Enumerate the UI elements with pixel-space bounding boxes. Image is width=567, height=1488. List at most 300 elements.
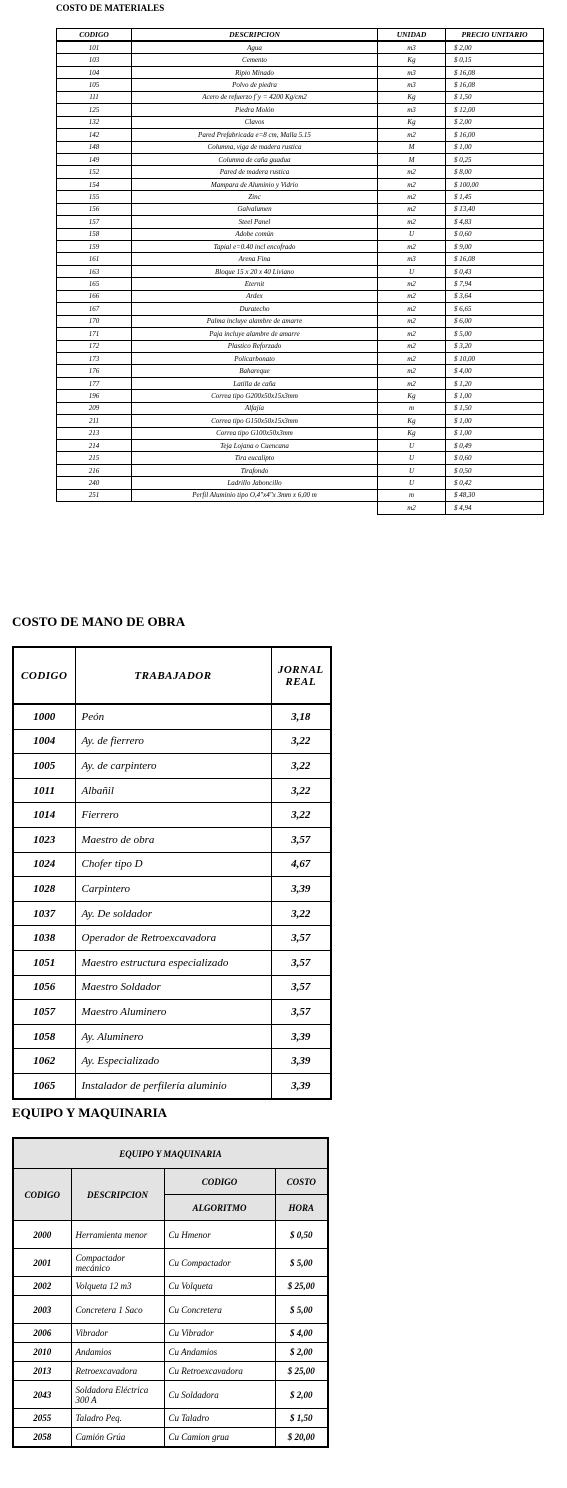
cell-costo-hora: $ 0,50 xyxy=(275,1221,328,1249)
cell-descripcion: Cemento xyxy=(132,54,378,66)
cell-codigo: 157 xyxy=(57,216,132,228)
cell-descripcion: Zinc xyxy=(132,191,378,203)
cell-codigo: 1051 xyxy=(13,950,75,975)
cell-codigo: 149 xyxy=(57,153,132,165)
cell-codigo-algoritmo: Cu Retroexcavadora xyxy=(164,1362,275,1381)
cell-descripcion: Columna de caña guadua xyxy=(132,153,378,165)
table-row xyxy=(13,1024,331,1049)
cell-codigo: 2000 xyxy=(13,1221,71,1249)
cell-unidad: m2 xyxy=(378,241,446,253)
cell-codigo: 2006 xyxy=(13,1324,71,1343)
cell-trabajador: Carpintero xyxy=(75,877,271,902)
cell-trabajador: Fierrero xyxy=(75,803,271,828)
cell-codigo-algoritmo: Cu Vibrador xyxy=(164,1324,275,1343)
cell-precio: $ 2,00 xyxy=(446,41,544,54)
cell-precio: $ 1,20 xyxy=(446,377,544,389)
header-costo: COSTO xyxy=(275,1169,328,1195)
mano-obra-title: COSTO DE MANO DE OBRA xyxy=(12,614,186,629)
table-row xyxy=(57,66,544,78)
table-row xyxy=(57,377,544,389)
cell-descripcion: Columna, viga de madera rustica xyxy=(132,141,378,153)
cell-trabajador: Ay. Aluminero xyxy=(75,1024,271,1049)
table-row xyxy=(57,91,544,103)
cell-descripcion: Pared Prefabricada e=8 cm, Malla 5.15 xyxy=(132,129,378,141)
cell-precio: $ 0,43 xyxy=(446,265,544,277)
cell-codigo: 177 xyxy=(57,377,132,389)
cell-precio: $ 0,60 xyxy=(446,228,544,240)
cell-trabajador: Ay. De soldador xyxy=(75,901,271,926)
cell-codigo: 156 xyxy=(57,203,132,215)
table-row xyxy=(57,203,544,215)
cell-descripcion: Correa tipo G100x50x3mm xyxy=(132,427,378,439)
cell-descripcion: Correa tipo G150x50x15x3mm xyxy=(132,415,378,427)
cell-precio: $ 0,50 xyxy=(446,464,544,476)
table-row xyxy=(57,303,544,315)
cell-unidad: Kg xyxy=(378,91,446,103)
header-descripcion: DESCRIPCION xyxy=(132,29,378,42)
table-row xyxy=(13,729,331,754)
cell-codigo: 2013 xyxy=(13,1362,71,1381)
cell-codigo: 1057 xyxy=(13,1000,75,1025)
header-codigo-algoritmo-2: ALGORITMO xyxy=(164,1195,275,1221)
header-jornal-real xyxy=(271,647,331,704)
table-row xyxy=(57,315,544,327)
cell-unidad: m3 xyxy=(378,104,446,116)
materiales-header-row xyxy=(57,29,544,42)
cell-descripcion: Perfil Aluminio tipo O,4"x4"x 3mm x 6,00 m xyxy=(132,489,378,501)
cell-precio: $ 1,50 xyxy=(446,91,544,103)
table-row xyxy=(57,402,544,414)
table-row xyxy=(13,1428,328,1448)
cell-costo-hora: $ 5,00 xyxy=(275,1249,328,1277)
cell-precio: $ 1,00 xyxy=(446,415,544,427)
table-row xyxy=(57,278,544,290)
table-row xyxy=(57,477,544,489)
table-row xyxy=(57,79,544,91)
cell-descripcion: Tapial e=0.40 incl encofrado xyxy=(132,241,378,253)
cell-codigo-algoritmo: Cu Taladro xyxy=(164,1409,275,1428)
cell-precio: $ 0,25 xyxy=(446,153,544,165)
cell-descripcion: Acero de refuerzo f´y = 4200 Kg/cm2 xyxy=(132,91,378,103)
header-real: REAL xyxy=(285,675,317,688)
cell-precio: $ 16,00 xyxy=(446,129,544,141)
cell-unidad: m2 xyxy=(378,178,446,190)
cell-precio: $ 7,94 xyxy=(446,278,544,290)
cell-descripcion: Galvalumen xyxy=(132,203,378,215)
table-row xyxy=(57,166,544,178)
cell-codigo-algoritmo: Cu Andamios xyxy=(164,1343,275,1362)
cell-unidad: m2 xyxy=(378,129,446,141)
cell-descripcion: Bahareque xyxy=(132,365,378,377)
table-row xyxy=(13,877,331,902)
cell-codigo: 216 xyxy=(57,464,132,476)
cell-jornal: 3,57 xyxy=(271,1000,331,1025)
table-row xyxy=(13,704,331,729)
table-row xyxy=(13,778,331,803)
cell-costo-hora: $ 2,00 xyxy=(275,1343,328,1362)
cell-descripcion: Eternit xyxy=(132,278,378,290)
cell-codigo-algoritmo: Cu Hmenor xyxy=(164,1221,275,1249)
table-row xyxy=(13,1221,328,1249)
cell-codigo: 214 xyxy=(57,440,132,452)
cell-codigo-algoritmo: Cu Concretera xyxy=(164,1296,275,1324)
cell-precio: $ 3,64 xyxy=(446,290,544,302)
cell-precio: $ 48,30 xyxy=(446,489,544,501)
cell-codigo: 161 xyxy=(57,253,132,265)
cell-descripcion: Alfajía xyxy=(132,402,378,414)
cell-codigo: 176 xyxy=(57,365,132,377)
cell-codigo: 132 xyxy=(57,116,132,128)
cell-unidad: U xyxy=(378,477,446,489)
mano-obra-table xyxy=(12,646,332,1100)
table-row xyxy=(13,1277,328,1296)
header-trabajador: TRABAJADOR xyxy=(75,647,271,704)
table-row xyxy=(57,228,544,240)
cell-descripcion: Polvo de piedra xyxy=(132,79,378,91)
cell-jornal: 3,22 xyxy=(271,778,331,803)
table-row xyxy=(57,440,544,452)
table-row xyxy=(57,352,544,364)
equipo-caption-row xyxy=(13,1138,328,1169)
table-row xyxy=(57,290,544,302)
cell-precio: $ 0,42 xyxy=(446,477,544,489)
cell-unidad: U xyxy=(378,452,446,464)
cell-codigo: 159 xyxy=(57,241,132,253)
cell-unidad: U xyxy=(378,265,446,277)
cell-descripcion: Arena Fina xyxy=(132,253,378,265)
mano-obra-body xyxy=(13,704,331,1099)
cell-trabajador: Ay. de fierrero xyxy=(75,729,271,754)
cell-costo-hora: $ 4,00 xyxy=(275,1324,328,1343)
cell-codigo: 1023 xyxy=(13,827,75,852)
cell-codigo: 240 xyxy=(57,477,132,489)
cell-descripcion: Mampara de Aluminio y Vidrio xyxy=(132,178,378,190)
cell-trabajador: Operador de Retroexcavadora xyxy=(75,926,271,951)
cell-precio: $ 5,00 xyxy=(446,328,544,340)
cell-codigo: 167 xyxy=(57,303,132,315)
table-row xyxy=(13,827,331,852)
cell-descripcion: Palma incluye alambre de amarre xyxy=(132,315,378,327)
cell-codigo: 1024 xyxy=(13,852,75,877)
cell-codigo: 104 xyxy=(57,66,132,78)
cell-descripcion: Clavos xyxy=(132,116,378,128)
cell-unidad: m xyxy=(378,402,446,414)
cell-codigo: 1014 xyxy=(13,803,75,828)
cell-trabajador: Ay. de carpintero xyxy=(75,754,271,779)
cell-trabajador: Maestro Soldador xyxy=(75,975,271,1000)
header-codigo: CODIGO xyxy=(13,647,75,704)
cell-codigo: 2001 xyxy=(13,1249,71,1277)
table-row xyxy=(13,1000,331,1025)
cell-precio: $ 6,00 xyxy=(446,315,544,327)
table-row xyxy=(13,1249,328,1277)
cell-trabajador: Maestro estructura especializado xyxy=(75,950,271,975)
cell-precio: $ 9,00 xyxy=(446,241,544,253)
table-row xyxy=(13,950,331,975)
table-row xyxy=(13,975,331,1000)
table-row xyxy=(57,141,544,153)
cell-codigo: 170 xyxy=(57,315,132,327)
cell-trabajador: Instalador de perfilería aluminio xyxy=(75,1073,271,1098)
header-codigo-algoritmo-1: CODIGO xyxy=(164,1169,275,1195)
cell-codigo: 155 xyxy=(57,191,132,203)
cell-precio: $ 4,83 xyxy=(446,216,544,228)
cell-codigo: 158 xyxy=(57,228,132,240)
cell-descripcion: Teja Lojana o Cuencana xyxy=(132,440,378,452)
cell-precio: $ 10,00 xyxy=(446,352,544,364)
cell-trabajador: Peón xyxy=(75,704,271,729)
cell-precio: $ 4,94 xyxy=(446,502,544,514)
table-row xyxy=(57,41,544,54)
cell-codigo: 1065 xyxy=(13,1073,75,1098)
cell-jornal: 3,22 xyxy=(271,729,331,754)
table-row xyxy=(13,926,331,951)
table-row xyxy=(57,191,544,203)
header-hora: HORA xyxy=(275,1195,328,1221)
cell-descripcion: Ripio Minado xyxy=(132,66,378,78)
cell-jornal: 3,39 xyxy=(271,877,331,902)
cell-descripcion: Ardex xyxy=(132,290,378,302)
cell-descripcion: Duratecho xyxy=(132,303,378,315)
cell-codigo: 2058 xyxy=(13,1428,71,1448)
cell-codigo: 166 xyxy=(57,290,132,302)
table-row xyxy=(57,427,544,439)
cell-precio: $ 8,00 xyxy=(446,166,544,178)
table-row xyxy=(57,129,544,141)
table-row xyxy=(57,464,544,476)
cell-codigo: 215 xyxy=(57,452,132,464)
table-row xyxy=(13,901,331,926)
table-row xyxy=(57,216,544,228)
cell-descripcion: Piedra Molón xyxy=(132,104,378,116)
table-row xyxy=(57,178,544,190)
cell-descripcion: Latilla de caña xyxy=(132,377,378,389)
cell-descripcion: Pared de madera rustica xyxy=(132,166,378,178)
header-precio-unitario: PRECIO UNITARIO xyxy=(446,29,544,42)
cell-codigo: 101 xyxy=(57,41,132,54)
cell-unidad: Kg xyxy=(378,390,446,402)
cell-unidad: m2 xyxy=(378,340,446,352)
cell-precio: $ 2,00 xyxy=(446,116,544,128)
cell-precio: $ 1,00 xyxy=(446,427,544,439)
cell-codigo: 1058 xyxy=(13,1024,75,1049)
cell-unidad: m2 xyxy=(378,502,446,514)
cell-codigo: 2010 xyxy=(13,1343,71,1362)
equipo-header-row xyxy=(13,1169,328,1195)
cell-unidad: m2 xyxy=(378,365,446,377)
cell-unidad: Kg xyxy=(378,415,446,427)
cell-trabajador: Albañil xyxy=(75,778,271,803)
cell-precio: $ 16,08 xyxy=(446,79,544,91)
cell-precio: $ 1,00 xyxy=(446,141,544,153)
empty-cell xyxy=(132,502,378,514)
cell-descripcion: Steel Panel xyxy=(132,216,378,228)
cell-descripcion: Andamios xyxy=(71,1343,164,1362)
header-descripcion: DESCRIPCION xyxy=(71,1169,164,1221)
cell-precio: $ 16,08 xyxy=(446,253,544,265)
cell-codigo: 2003 xyxy=(13,1296,71,1324)
cell-codigo: 213 xyxy=(57,427,132,439)
cell-unidad: m3 xyxy=(378,41,446,54)
table-row-partial xyxy=(57,502,544,514)
cell-descripcion: Concretera 1 Saco xyxy=(71,1296,164,1324)
header-jornal: JORNAL xyxy=(277,663,324,676)
cell-codigo: 196 xyxy=(57,390,132,402)
cell-precio: $ 13,40 xyxy=(446,203,544,215)
table-row xyxy=(57,452,544,464)
equipo-title: EQUIPO Y MAQUINARIA xyxy=(12,1105,168,1120)
cell-codigo: 1004 xyxy=(13,729,75,754)
cell-precio: $ 1,50 xyxy=(446,402,544,414)
cell-codigo: 125 xyxy=(57,104,132,116)
header-codigo: CODIGO xyxy=(57,29,132,42)
cell-costo-hora: $ 25,00 xyxy=(275,1277,328,1296)
cell-jornal: 3,57 xyxy=(271,975,331,1000)
cell-precio: $ 1,45 xyxy=(446,191,544,203)
table-row xyxy=(57,116,544,128)
header-codigo: CODIGO xyxy=(13,1169,71,1221)
cell-trabajador: Ay. Especializado xyxy=(75,1049,271,1074)
table-row xyxy=(13,754,331,779)
materiales-table xyxy=(56,28,544,515)
cell-precio: $ 0,15 xyxy=(446,54,544,66)
table-row xyxy=(57,241,544,253)
cell-codigo: 142 xyxy=(57,129,132,141)
equipo-body xyxy=(13,1221,328,1448)
table-row xyxy=(57,328,544,340)
cell-precio: $ 0,60 xyxy=(446,452,544,464)
table-row xyxy=(57,365,544,377)
cell-costo-hora: $ 20,00 xyxy=(275,1428,328,1448)
cell-codigo: 251 xyxy=(57,489,132,501)
cell-jornal: 3,18 xyxy=(271,704,331,729)
table-row xyxy=(13,1296,328,1324)
cell-unidad: Kg xyxy=(378,427,446,439)
cell-codigo: 1062 xyxy=(13,1049,75,1074)
table-row xyxy=(13,1324,328,1343)
table-row xyxy=(13,1381,328,1409)
cell-unidad: m2 xyxy=(378,328,446,340)
cell-codigo: 163 xyxy=(57,265,132,277)
cell-codigo: 2055 xyxy=(13,1409,71,1428)
cell-descripcion: Retroexcavadora xyxy=(71,1362,164,1381)
cell-precio: $ 12,00 xyxy=(446,104,544,116)
cell-unidad: m3 xyxy=(378,79,446,91)
cell-trabajador: Maestro de obra xyxy=(75,827,271,852)
cell-jornal: 3,57 xyxy=(271,926,331,951)
cell-descripcion: Policarbonato xyxy=(132,352,378,364)
cell-unidad: m2 xyxy=(378,203,446,215)
cell-codigo: 172 xyxy=(57,340,132,352)
cell-descripcion: Taladro Peq. xyxy=(71,1409,164,1428)
cell-codigo: 2043 xyxy=(13,1381,71,1409)
cell-unidad: m2 xyxy=(378,290,446,302)
cell-unidad: m2 xyxy=(378,352,446,364)
cell-descripcion: Volqueta 12 m3 xyxy=(71,1277,164,1296)
cell-descripcion: Herramienta menor xyxy=(71,1221,164,1249)
cell-codigo: 1011 xyxy=(13,778,75,803)
cell-unidad: m2 xyxy=(378,216,446,228)
table-row xyxy=(13,803,331,828)
cell-jornal: 3,39 xyxy=(271,1049,331,1074)
cell-codigo: 211 xyxy=(57,415,132,427)
cell-codigo: 148 xyxy=(57,141,132,153)
cell-descripcion: Paja incluye alambre de amarre xyxy=(132,328,378,340)
cell-codigo: 152 xyxy=(57,166,132,178)
cell-descripcion: Ladrillo Jaboncillo xyxy=(132,477,378,489)
cell-precio: $ 6,65 xyxy=(446,303,544,315)
cell-jornal: 3,22 xyxy=(271,901,331,926)
table-row xyxy=(13,1049,331,1074)
cell-trabajador: Maestro Aluminero xyxy=(75,1000,271,1025)
table-row xyxy=(57,54,544,66)
table-row xyxy=(57,340,544,352)
table-row xyxy=(13,1343,328,1362)
cell-codigo: 209 xyxy=(57,402,132,414)
cell-unidad: m2 xyxy=(378,377,446,389)
cell-codigo: 1028 xyxy=(13,877,75,902)
cell-descripcion: Tirafondo xyxy=(132,464,378,476)
cell-codigo: 2002 xyxy=(13,1277,71,1296)
cell-costo-hora: $ 25,00 xyxy=(275,1362,328,1381)
cell-descripcion: Tira eucalipto xyxy=(132,452,378,464)
cell-unidad: m xyxy=(378,489,446,501)
cell-unidad: m2 xyxy=(378,166,446,178)
cell-codigo-algoritmo: Cu Camion grua xyxy=(164,1428,275,1448)
cell-descripcion: Camión Grúa xyxy=(71,1428,164,1448)
cell-jornal: 3,39 xyxy=(271,1024,331,1049)
cell-precio: $ 16,08 xyxy=(446,66,544,78)
table-row xyxy=(57,489,544,501)
equipo-table xyxy=(12,1137,329,1448)
cell-descripcion: Soldadora Eléctrica 300 A xyxy=(71,1381,164,1409)
cell-jornal: 4,67 xyxy=(271,852,331,877)
cell-precio: $ 1,00 xyxy=(446,390,544,402)
equipo-table-title: EQUIPO Y MAQUINARIA xyxy=(13,1138,328,1169)
cell-costo-hora: $ 5,00 xyxy=(275,1296,328,1324)
cell-codigo-algoritmo: Cu Compactador xyxy=(164,1249,275,1277)
table-row xyxy=(57,415,544,427)
cell-costo-hora: $ 1,50 xyxy=(275,1409,328,1428)
cell-unidad: m2 xyxy=(378,278,446,290)
table-row xyxy=(57,265,544,277)
table-row xyxy=(13,1409,328,1428)
table-row xyxy=(13,1073,331,1098)
cell-codigo: 173 xyxy=(57,352,132,364)
table-row xyxy=(13,852,331,877)
cell-unidad: U xyxy=(378,464,446,476)
cell-codigo: 154 xyxy=(57,178,132,190)
cell-unidad: m2 xyxy=(378,303,446,315)
cell-unidad: m2 xyxy=(378,315,446,327)
table-row xyxy=(57,153,544,165)
cell-precio: $ 4,00 xyxy=(446,365,544,377)
cell-unidad: m3 xyxy=(378,66,446,78)
cell-descripcion: Bloque 15 x 20 x 40 Liviano xyxy=(132,265,378,277)
table-row xyxy=(57,253,544,265)
cell-unidad: M xyxy=(378,153,446,165)
cell-codigo: 1005 xyxy=(13,754,75,779)
cell-jornal: 3,39 xyxy=(271,1073,331,1098)
empty-cell xyxy=(57,502,132,514)
cell-codigo: 165 xyxy=(57,278,132,290)
cell-unidad: Kg xyxy=(378,54,446,66)
cell-unidad: Kg xyxy=(378,116,446,128)
cell-costo-hora: $ 2,00 xyxy=(275,1381,328,1409)
cell-codigo: 1038 xyxy=(13,926,75,951)
cell-codigo: 111 xyxy=(57,91,132,103)
cell-descripcion: Correa tipo G200x50x15x3mm xyxy=(132,390,378,402)
